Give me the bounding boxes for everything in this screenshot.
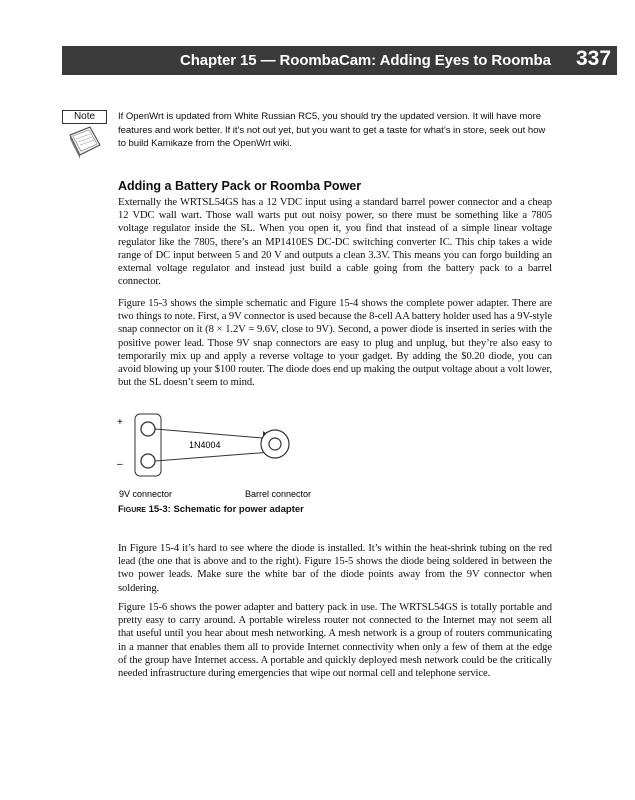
note-box: [62, 110, 107, 164]
minus-label: –: [117, 459, 123, 470]
note-text: If OpenWrt is updated from White Russian RC5, you should try the updated version. It will have more features and work better. If it’s not out yet, but you want to get a taste for what’s in store, seek out how to build Kamikaze from the OpenWrt wiki.: [118, 111, 546, 149]
page-number: 337: [576, 47, 612, 70]
note-pad-icon: [66, 125, 104, 161]
body-paragraph: Figure 15-6 shows the power adapter and battery pack in use. The WRTSL54GS is totally portable and pretty easy to carry around. A portable wireless router not connected to the Internet may not seem all that useful until you hear about mesh networking. A mesh network is a group of routers communicating in a manner that enables them all to provide Internet connectivity when only a few of them at the edge of the group have Internet access. A portable and quickly deployed mesh network could be the critically needed infrastructure during emergencies that wipe out normal cell and telephone service.: [118, 602, 552, 680]
diode-label: 1N4004: [189, 440, 221, 450]
power-adapter-schematic: [115, 412, 330, 504]
body-paragraph: In Figure 15-4 it’s hard to see where the diode is installed. It’s within the heat-shrink tubing on the red lead (the one that is above and to the right). Figure 15-5 shows the diode being soldered in between the two power leads. Make sure the white bar of the diode points away from the 9V connector when soldering.: [118, 543, 552, 594]
body-paragraph: Externally the WRTSL54GS has a 12 VDC input using a standard barrel power connector and a cheap 12 VDC wall wart. Those wall warts put out noisy power, so there must be something like a 7805 voltage regulator inside the SL. When you open it, you find that instead of a simple linear voltage regulator like the 7805, there’s an MP1410ES DC-DC switching converter IC. This chip takes a wide range of DC input between 5 and 20 V and outputs a clean 3.3V. This means you can forgo building an external voltage regulator and instead just build a cable going from the battery pack to a barrel connector.: [118, 197, 552, 288]
figure-caption-text: Schematic for power adapter: [173, 504, 304, 515]
left-connector-label: 9V connector: [119, 489, 173, 499]
chapter-header-bar: [62, 46, 617, 75]
chapter-title: Chapter 15 — RoombaCam: Adding Eyes to Roomba: [180, 52, 551, 69]
barrel-connector-inner: [269, 438, 281, 450]
right-connector-label: Barrel connector: [245, 489, 312, 499]
9v-negative-terminal: [141, 454, 155, 468]
plus-label: +: [117, 417, 123, 428]
figure-caption: [118, 504, 304, 515]
figure-number: Figure 15-3:: [118, 504, 171, 515]
body-paragraph: Figure 15-3 shows the simple schematic and Figure 15-4 shows the complete power adapter. There are two things to note. First, a 9V connector is used because the 8-cell AA battery holder used has a 9V-style snap connector on it (8 × 1.2V = 9.6V, close to 9V). Second, a power diode is inserted in series with the positive power lead. Those 9V snap connectors are easy to plug and unplug, but they’re also easy to temporarily mix up and apply a reverse voltage to your gadget. By adding the $0.20 diode, you can avoid blowing up your $100 router. The diode does end up making the output voltage about a volt lower, but the SL doesn’t seem to mind.: [118, 298, 552, 389]
section-heading: Adding a Battery Pack or Roomba Power: [118, 179, 362, 193]
9v-positive-terminal: [141, 422, 155, 436]
note-label: Note: [62, 110, 107, 124]
positive-wire: [155, 429, 263, 438]
negative-wire: [155, 452, 271, 461]
